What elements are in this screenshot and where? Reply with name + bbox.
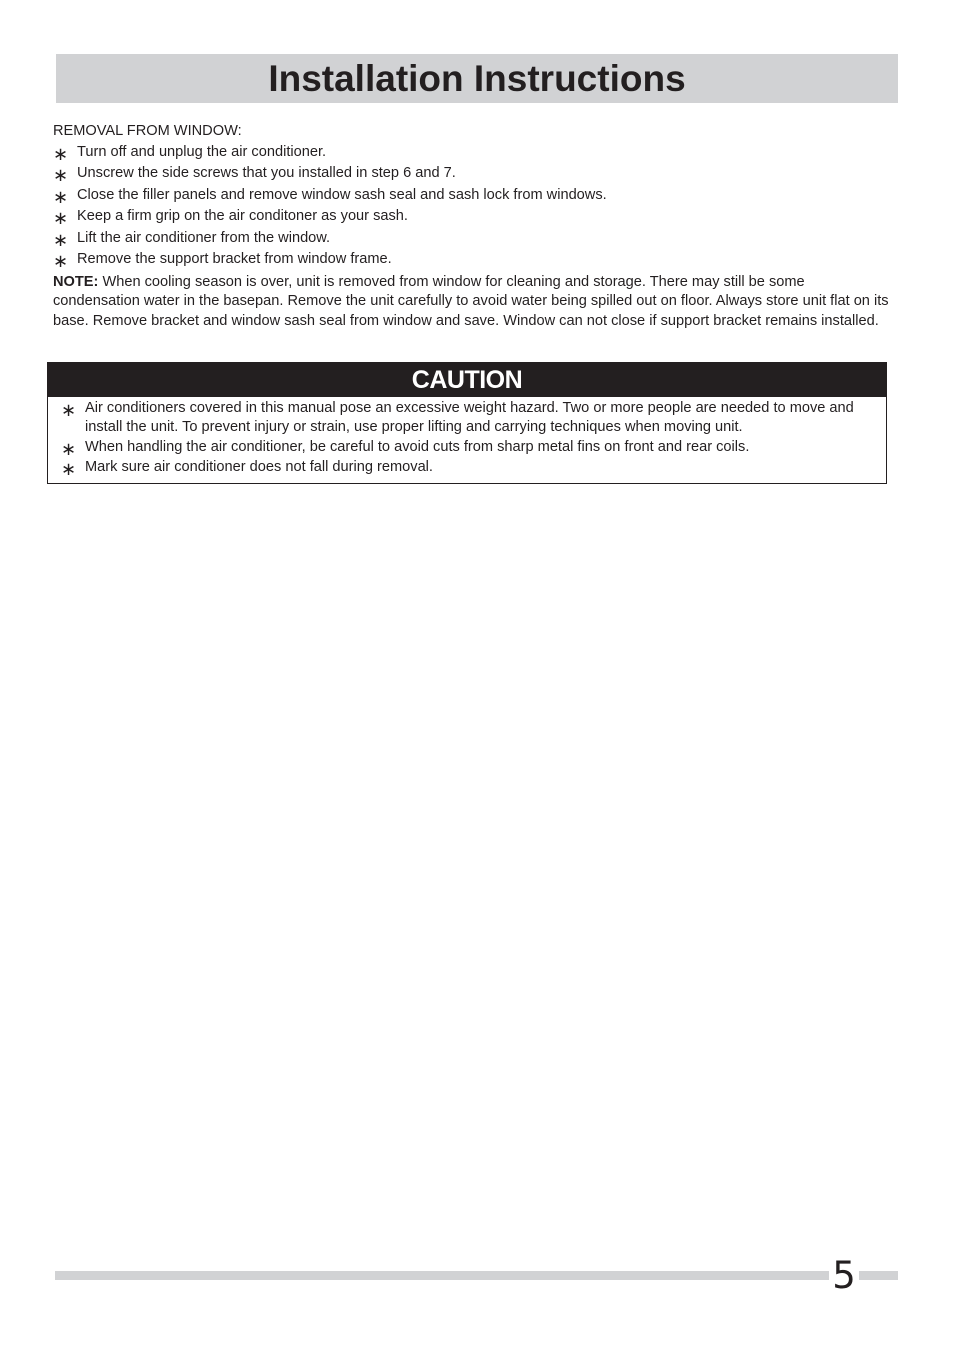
- asterisk-bullet-icon: ∗: [61, 400, 77, 420]
- step-text: Close the filler panels and remove window sash seal and sash lock from windows.: [77, 186, 607, 203]
- step-text: Keep a firm grip on the air conditoner as your sash.: [77, 208, 408, 225]
- asterisk-bullet-icon: ∗: [53, 165, 69, 186]
- removal-heading: REMOVAL FROM WINDOW:: [53, 123, 242, 139]
- step-text: Remove the support bracket from window frame.: [77, 250, 392, 267]
- list-item: [61, 438, 883, 457]
- removal-section: [53, 121, 893, 270]
- list-item: [53, 206, 893, 227]
- page-title: Installation Instructions: [268, 58, 686, 99]
- list-item: [53, 228, 893, 249]
- note-text: When cooling season is over, unit is removed from window for cleaning and storage. There may still be some condensation water in the basepan. Remove the unit carefully to avoid water being spilled out on floor. Always store unit flat on its base. Remove bracket and window sash seal from window and save. Window can not close if support bracket remains installed.: [53, 274, 889, 329]
- list-item: [61, 458, 883, 477]
- footer-bar: [55, 1271, 898, 1280]
- list-item: [53, 163, 893, 184]
- asterisk-bullet-icon: ∗: [53, 208, 69, 229]
- caution-text: When handling the air conditioner, be careful to avoid cuts from sharp metal fins on front and rear coils.: [85, 439, 750, 455]
- step-text: Turn off and unplug the air conditioner.: [77, 144, 327, 160]
- note-paragraph: [53, 273, 891, 331]
- asterisk-bullet-icon: ∗: [53, 250, 69, 271]
- caution-box: [47, 362, 887, 484]
- caution-text: Air conditioners covered in this manual pose an excessive weight hazard. Two or more people are needed to move and install the unit. To prevent injury or strain, use proper lifting and carrying techniques when moving unit.: [85, 400, 854, 435]
- list-item: [53, 249, 893, 270]
- caution-list: [61, 399, 883, 478]
- removal-steps: [53, 142, 893, 270]
- caution-text: Mark sure air conditioner does not fall during removal.: [85, 459, 433, 475]
- note-label: NOTE:: [53, 274, 99, 290]
- asterisk-bullet-icon: ∗: [61, 459, 77, 479]
- step-text: Unscrew the side screws that you installed in step 6 and 7.: [77, 165, 456, 182]
- asterisk-bullet-icon: ∗: [53, 186, 69, 207]
- title-bar: [56, 54, 898, 103]
- step-text: Lift the air conditioner from the window.: [77, 229, 331, 246]
- list-item: [53, 142, 893, 163]
- list-item: [53, 185, 893, 206]
- page-number: 5: [829, 1254, 859, 1298]
- asterisk-bullet-icon: ∗: [53, 229, 69, 250]
- asterisk-bullet-icon: ∗: [61, 439, 77, 459]
- asterisk-bullet-icon: ∗: [53, 144, 69, 164]
- list-item: [61, 399, 883, 437]
- caution-title: CAUTION: [48, 363, 886, 397]
